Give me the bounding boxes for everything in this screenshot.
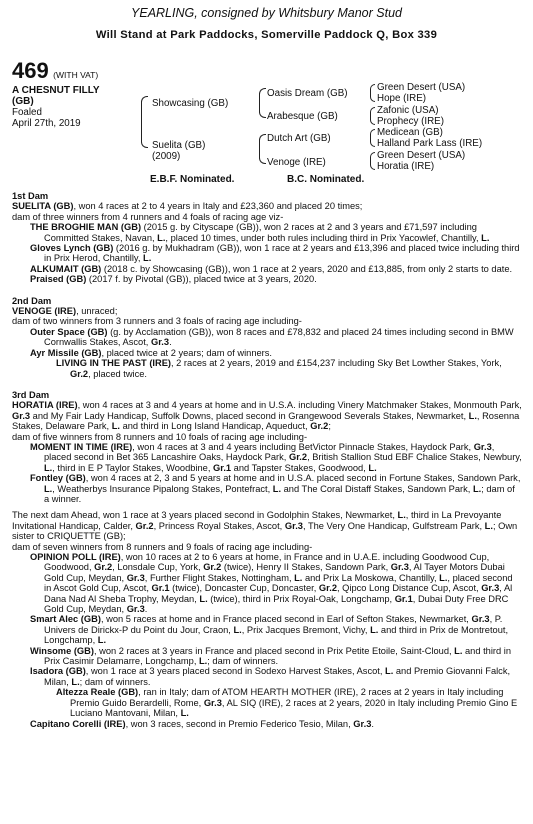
sdd: Prophecy (IRE)	[377, 116, 444, 127]
lot-title-country: (GB)	[12, 96, 34, 107]
dds: Green Desert (USA)	[377, 150, 466, 161]
dsd: Halland Park Lass (IRE)	[377, 138, 483, 149]
dam-year: (2009)	[152, 151, 181, 162]
brace-sd	[370, 107, 375, 125]
next-dam-record: The next dam Ahead, won 1 race at 3 years placed second in Godolphin Stakes, Newmarket, L., third in La Prevoyante Invitational Handicap, Calder, Gr.2, Princess Royal Stakes, Ascot, Gr.3, The Very One Handicap, Gulfstream Park, L.; Own sister to CRIQUETTE (GB);	[12, 510, 518, 542]
first-dam-heading: 1st Dam	[12, 191, 49, 201]
bc-nomination: B.C. Nominated.	[287, 174, 365, 185]
progeny-entry: Capitano Corelli (IRE), won 3 races, second in Premio Federico Tesio, Milan, Gr.3.	[30, 718, 374, 729]
lot-info	[12, 58, 100, 129]
lot-number: 469	[12, 58, 49, 83]
progeny-entry: Gloves Lynch (GB) (2016 g. by Mukhadram (GB)), won 1 race at 2 years and £13,396 and placed twice including third in Prix Herod, Chantilly, L.	[30, 243, 520, 264]
ssd: Hope (IRE)	[377, 93, 426, 104]
sss: Green Desert (USA)	[377, 82, 466, 93]
foaled-date: April 27th, 2019	[12, 118, 81, 129]
progeny-entry: Fontley (GB), won 4 races at 2, 3 and 5 years at home and in U.S.A. placed second in Fortune Stakes, Sandown Park, L., Weatherbys Insurance Pipalong Stakes, Pontefract, L. and The Coral Distaff Stakes, Sandown Park, L.; dam of a winner.	[30, 473, 521, 504]
stable-location: Will Stand at Park Paddocks, Somerville Paddock Q, Box 339	[95, 29, 438, 41]
sire: Showcasing (GB)	[152, 98, 229, 109]
dam2-record: VENOGE (IRE), unraced;	[12, 306, 118, 317]
dam3-record: HORATIA (IRE), won 4 races at 3 and 4 years at home and in U.S.A. including Vinery Matchmaker Stakes, Monmouth Park, Gr.3 and My Fair Lady Handicap, Suffolk Downs, placed second in Grangewood Severals Stakes, Newmarket, L., Rosenna Stakes, Delaware Park, L. and third in Long Island Handicap, Aqueduct, Gr.2;	[12, 400, 522, 432]
progeny-entry: Winsome (GB), won 2 races at 3 years in France and placed second in Prix Petite Etoile, Saint-Cloud, L. and third in Prix Casimir Delamarre, Longchamp, L.; dam of winners.	[30, 645, 512, 667]
progeny-entry: Outer Space (GB) (g. by Acclamation (GB)), won 8 races and £78,832 and placed 24 times including second in BMW Cornwallis Stakes, Ascot, Gr.3.	[30, 326, 514, 348]
dam-dam: Venoge (IRE)	[267, 157, 326, 168]
progeny-entry: THE BROGHIE MAN (GB) (2015 g. by Cityscape (GB)), won 2 races at 2 and 3 years and £71,597 including Committed Stakes, Navan, L., placed 10 times, under both rules including third in Prix Yacowlef, Chantilly, L.	[30, 222, 490, 243]
progeny-entry: Praised (GB) (2017 f. by Pivotal (GB)), placed twice at 3 years, 2020.	[30, 274, 317, 285]
progeny-entry: Isadora (GB), won 1 race at 3 years placed second in Sodexo Harvest Stakes, Ascot, L. and Premio Giovanni Falck, Milan, L.; dam of winners.	[30, 666, 511, 687]
brace-sire	[259, 88, 266, 118]
progeny-entry: Smart Alec (GB), won 5 races at home and in France placed second in Earl of Sefton Stakes, Newmarket, Gr.3, P. Univers de Dirickx-P du Point du Jour, Craon, L., Prix Jacques Bremont, Vichy, L. and third in Prix de Montretout, Longchamp, L.	[30, 614, 509, 646]
catalogue-body	[12, 186, 522, 729]
foaled-label: Foaled	[12, 107, 42, 118]
sire-sire: Oasis Dream (GB)	[267, 88, 348, 99]
progeny-entry: ALKUMAIT (GB) (2018 c. by Showcasing (GB)), won 1 race at 2 years, 2020 and £13,885, from only 2 starts to date.	[30, 263, 513, 274]
sire-dam: Arabesque (GB)	[267, 111, 338, 122]
consignor-heading: YEARLING, consigned by Whitsbury Manor Stud	[131, 6, 402, 20]
dss: Medicean (GB)	[377, 127, 443, 138]
next-dam-produce: dam of seven winners from 8 runners and 9 foals of racing age including-	[12, 541, 313, 552]
brace-main	[141, 96, 148, 148]
dam1-produce: dam of three winners from 4 runners and 4 foals of racing age viz-	[12, 211, 284, 222]
second-dam-heading: 2nd Dam	[12, 295, 52, 306]
dam1-record: SUELITA (GB), won 4 races at 2 to 4 years in Italy and £23,360 and placed 20 times;	[12, 201, 363, 212]
progeny-entry: OPINION POLL (IRE), won 10 races at 2 to 6 years at home, in France and in U.A.E. including Goodwood Cup, Goodwood, Gr.2, Lonsdale Cup, York, Gr.2 (twice), Henry II Stakes, Sandown Park, Gr.3, Al Tayer Motors Dubai Gold Cup, Meydan, Gr.3, Further Flight Stakes, Nottingham, L. and Prix La Moskowa, Chantilly, L., placed second in Ascot Gold Cup, Ascot, Gr.1 (twice), Doncaster Cup, Doncaster, Gr.2, Qipco Long Distance Cup, Ascot, Gr.3, Al Dana Nad Al Sheba Trophy, Meydan, L. (twice), third in Prix Royal-Oak, Longchamp, Gr.1, Dubai Duty Free DRC Gold Cup, Meydan, Gr.3.	[30, 552, 513, 615]
grand-progeny-entry: LIVING IN THE PAST (IRE), 2 races at 2 years, 2019 and £154,237 including Sky Bet Lowther Stakes, York, Gr.2, placed twice.	[56, 358, 502, 379]
third-dam-heading: 3rd Dam	[12, 389, 50, 400]
sds: Zafonic (USA)	[377, 105, 439, 116]
dam-sire: Dutch Art (GB)	[267, 133, 331, 144]
lot-title: A CHESNUT FILLY	[12, 85, 100, 96]
progeny-entry: MOMENT IN TIME (IRE), won 4 races at 3 and 4 years including BetVictor Pinnacle Stakes, Haydock Park, Gr.3, placed second in Bet 365 Lancashire Oaks, Haydock Park, Gr.2, British Stallion Stud EBF Chalice Stakes, Newbury, L., third in E P Taylor Stakes, Woodbine, Gr.1 and Tapster Stakes, Goodwood, L.	[30, 441, 522, 473]
brace-dam	[259, 134, 266, 164]
brace-dd	[370, 152, 375, 170]
dam3-produce: dam of five winners from 8 runners and 10 foals of racing age including-	[12, 431, 308, 442]
brace-ss	[370, 84, 375, 102]
brace-ds	[370, 129, 375, 147]
vat-note: (WITH VAT)	[53, 70, 99, 80]
ddd: Horatia (IRE)	[377, 161, 435, 172]
ebf-nomination: E.B.F. Nominated.	[150, 174, 235, 185]
dam2-produce: dam of two winners from 3 runners and 3 foals of racing age including-	[12, 316, 302, 327]
grand-progeny-entry: Altezza Reale (GB), ran in Italy; dam of ATOM HEARTH MOTHER (IRE), 2 races at 2 years in Italy including Premio Guido Berardelli, Rome, Gr.3, AL SIQ (IRE), 2 races at 2 years, 2020 in Italy including Premio Gino E Luciano Mantovani, Milan, L.	[56, 687, 518, 719]
progeny-entry: Ayr Missile (GB), placed twice at 2 years; dam of winners.	[30, 347, 272, 358]
dam: Suelita (GB)	[152, 140, 206, 151]
